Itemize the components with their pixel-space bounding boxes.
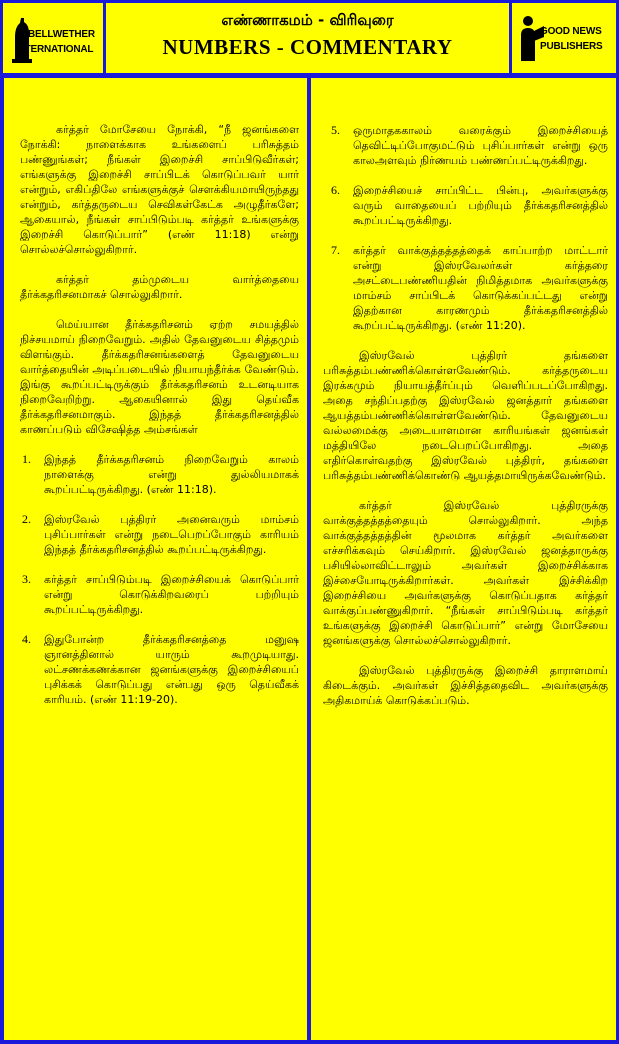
list-item-text: கர்த்தர் வாக்குத்தத்தத்தைக் காப்பாற்ற மாட்டார் என்று இஸ்ரவேலர்கள் கர்த்தரை அசட்டைபண்ணியதின் நிமித்தமாக அவர்களுக்கு மாம்சம் சாப்பிடக் கொடுக்கப்பட்டது என்று இதற்கான காரணமும் தீர்க்கதரிசனத்தில் கூறப்பட்டிருக்கிறது. (எண் 11:20).	[353, 244, 608, 332]
logo-left-line2: INTERNATIONAL	[15, 44, 94, 55]
list-item	[323, 123, 608, 168]
paragraph-text: கர்த்தர் தம்முடைய வார்த்தையை தீர்க்கதரிசனமாகச் சொல்லுகிறார்.	[20, 273, 299, 301]
left-column	[4, 78, 307, 1040]
logo-right-line1: GOOD NEWS	[540, 26, 602, 37]
list-number: 4.	[22, 632, 31, 646]
paragraph	[20, 317, 299, 437]
logo-left-line1: BELLWETHER	[28, 29, 95, 40]
list-number: 1.	[22, 452, 31, 466]
prophecy-list	[20, 452, 299, 707]
list-number: 5.	[331, 123, 340, 137]
list-item-text: ஒருமாதககாலம் வரைக்கும் இறைச்சியைத் தெவிட்டிப்போகுமட்டும் புசிப்பார்கள் என்று ஒரு காலஅளவும் நிர்ணயம் பண்ணப்பட்டிருக்கிறது.	[353, 124, 608, 167]
paragraph	[323, 663, 608, 708]
list-item	[323, 183, 608, 228]
list-number: 3.	[22, 572, 31, 586]
paragraph-text: கர்த்தர் இஸ்ரவேல் புத்திரருக்கு வாக்குத்தத்தத்தையும் சொல்லுகிறார். அந்த வாக்குத்தத்தத்தின் மூலமாக கர்த்தர் அவர்களை எச்சரிக்கவும் செய்கிறார். இஸ்ரவேல் ஜனத்தாருக்கு பசியில்லாவிட்டாலும் அவர்கள் இறைச்சிக்காக இச்சையோடிருக்கிறார்கள். அவர்கள் இச்சிக்கிற இறைச்சியை அவர்களுக்கு கொடுப்பதாக கர்த்தர் வாக்குப்பண்ணுகிறார். “நீங்கள் சாப்பிடும்படி கர்த்தர் உங்களுக்கு இறைச்சி கொடுப்பார்” என்று மோசேயை ஜனங்களுக்கு சொல்லச்சொல்லுகிறார்.	[323, 499, 608, 647]
list-item-text: இந்தத் தீர்க்கதரிசனம் நிறைவேறும் காலம் நாளைக்கு என்று துல்லியமாகக் கூறப்பட்டிருக்கிறது. (எண் 11:18).	[44, 453, 299, 496]
list-item	[20, 452, 299, 497]
list-number: 6.	[331, 183, 340, 197]
paragraph	[20, 272, 299, 302]
paragraph-text: இஸ்ரவேல் புத்திரர் தங்களை பரிசுத்தம்பண்ணிக்கொள்ளவேண்டும். கர்த்தருடைய இரக்கமும் நியாயத்தீர்ப்பும் வெளிப்படப்போகிறது. அதை சந்திப்பதற்கு இஸ்ரவேல் ஜனத்தார் தங்களை ஆயத்தம்பண்ணிக்கொள்ளவேண்டும். தேவனுடைய வல்லமைக்கு அடையாளமான காரியங்கள் ஜனங்கள் மத்தியிலே நடைபெறப்போகிறது. அதை எதிர்கொள்வதற்கு இஸ்ரவேல் புத்திரர், தங்களை பரிசுத்தம்பண்ணிக்கொண்டு ஆயத்தமாயிருக்கவேண்டும்.	[323, 349, 608, 482]
page-title-english: NUMBERS - COMMENTARY	[162, 35, 453, 59]
list-item-text: இஸ்ரவேல் புத்திரர் அனைவரும் மாம்சம் புசிப்பார்கள் என்று நடைபெறப்போகும் காரியம் இந்தத் தீர்க்கதரிசனத்தில் கூறப்பட்டிருக்கிறது.	[44, 513, 299, 556]
paragraph-text: மெய்யான தீர்க்கதரிசனம் ஏற்ற சமயத்தில் நிச்சயமாய் நிறைவேறும். அதில் தேவனுடைய சித்தமும் விளங்கும். தீர்க்கதரிசனங்களைத் தேவனுடைய வார்த்தையின் அடிப்படையில் நியாயந்தீர்க்க வேண்டும். இங்கு கூறப்பட்டிருக்கும் தீர்க்கதரிசனம் உடனடியாக நிறைவேறிற்று. ஆகையினால் இது தெய்வீக தீர்க்கதரிசனமாகும். இந்தத் தீர்க்கதரிசனத்தில் காணப்படும் விசேஷித்த அம்சங்கள்	[20, 318, 299, 436]
list-item	[20, 572, 299, 617]
list-item-text: கர்த்தர் சாப்பிடும்படி இறைச்சியைக் கொடுப்பார் என்று கொடுக்கிறவரைப் பற்றியும் கூறப்பட்டிருக்கிறது.	[44, 573, 299, 616]
page-title-tamil: எண்ணாகமம் - விரிவுரை	[221, 11, 394, 29]
prophecy-list-continued	[323, 123, 608, 333]
header-title-box	[106, 3, 509, 73]
bellwether-logo	[3, 3, 103, 73]
paragraph-text: இஸ்ரவேல் புத்திரருக்கு இறைச்சி தாராளமாய் கிடைக்கும். அவர்கள் இச்சித்ததைவிட அவர்களுக்கு அதிகமாய்க் கொடுக்கப்படும்.	[323, 664, 608, 707]
paragraph	[323, 498, 608, 648]
list-item-text: இதுபோன்ற தீர்க்கதரிசனத்தை மனுஷ ஞானத்தினால் யாரும் கூறமுடியாது. லட்சணக்கணக்கான ஜனங்களுக்கு இறைச்சியைப் புசிக்கக் கொடுப்பது என்பது ஒரு தெய்வீகக் காரியம். (எண் 11:19-20).	[44, 633, 299, 706]
right-column	[311, 78, 616, 1040]
logo-right-line2: PUBLISHERS	[540, 41, 603, 52]
list-number: 7.	[331, 243, 340, 257]
list-item-text: இறைச்சியைச் சாப்பிட்ட பின்பு, அவர்களுக்கு வரும் வாதையைப் பற்றியும் தீர்க்கதரிசனத்தில் கூறப்பட்டிருக்கிறது.	[353, 184, 608, 227]
list-item	[323, 243, 608, 333]
paragraph-text: கர்த்தர் மோசேயை நோக்கி, “நீ ஜனங்களை நோக்கி: நாளைக்காக உங்களைப் பரிசுத்தம் பண்ணுங்கள்; நீங்கள் இறைச்சி சாப்பிடுவீர்கள்; எங்களுக்கு இறைச்சி சாப்பிடக் கொடுப்பவர் யார் என்றும், எகிப்திலே எங்களுக்குச் சௌக்கியமாயிருந்தது என்றும், கர்த்தருடைய செவிகள்கேட்க அழுதீர்களே; ஆகையால், நீங்கள் சாப்பிடும்படி கர்த்தர் உங்களுக்கு இறைச்சி கொடுப்பார்” (எண் 11:18) என்று சொல்லச்சொல்லுகிறார்.	[20, 123, 299, 256]
list-number: 2.	[22, 512, 31, 526]
list-item	[20, 512, 299, 557]
reader-silhouette-icon	[518, 13, 612, 65]
good-news-logo	[512, 3, 616, 73]
list-item	[20, 632, 299, 707]
paragraph	[20, 122, 299, 257]
paragraph	[323, 348, 608, 483]
